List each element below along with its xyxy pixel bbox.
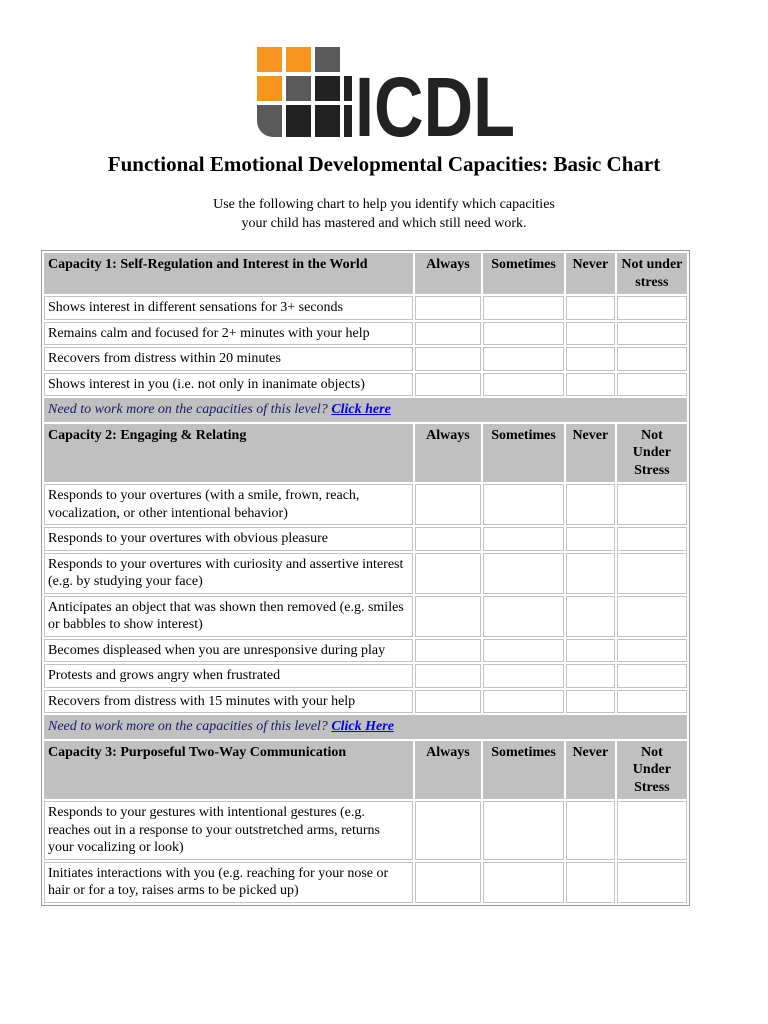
check-sometimes[interactable] xyxy=(483,527,564,551)
intro-line-1: Use the following chart to help you identify which capacities xyxy=(213,197,555,212)
check-not-under-stress[interactable] xyxy=(617,690,687,714)
column-sometimes: Sometimes xyxy=(483,253,564,294)
check-never[interactable] xyxy=(566,801,615,860)
capacity-1-click-here-link[interactable]: Click here xyxy=(331,402,391,417)
table-row xyxy=(44,322,687,346)
check-not-under-stress[interactable] xyxy=(617,639,687,663)
check-never[interactable] xyxy=(566,639,615,663)
intro-text xyxy=(0,195,768,233)
capacity-item: Recovers from distress with 15 minutes with your help xyxy=(44,690,413,714)
column-sometimes: Sometimes xyxy=(483,424,564,483)
check-always[interactable] xyxy=(415,322,482,346)
check-never[interactable] xyxy=(566,553,615,594)
logo-square-dark-4 xyxy=(315,105,340,137)
capacity-item: Responds to your gestures with intentional gestures (e.g. reaches out in a response to your outstretched arms, returns your vocalizing or look) xyxy=(44,801,413,860)
check-not-under-stress[interactable] xyxy=(617,553,687,594)
capacity-item: Shows interest in you (i.e. not only in inanimate objects) xyxy=(44,373,413,397)
check-not-under-stress[interactable] xyxy=(617,484,687,525)
check-not-under-stress[interactable] xyxy=(617,322,687,346)
logo-square-gray-1 xyxy=(315,47,340,72)
check-never[interactable] xyxy=(566,527,615,551)
check-always[interactable] xyxy=(415,664,482,688)
check-always[interactable] xyxy=(415,596,482,637)
check-always[interactable] xyxy=(415,690,482,714)
capacity-item: Becomes displeased when you are unresponsive during play xyxy=(44,639,413,663)
table-row xyxy=(44,664,687,688)
column-never: Never xyxy=(566,424,615,483)
check-sometimes[interactable] xyxy=(483,664,564,688)
table-row xyxy=(44,596,687,637)
capacity-item: Responds to your overtures (with a smile, frown, reach, vocalization, or other intentional behavior) xyxy=(44,484,413,525)
capacity-2-note xyxy=(44,715,687,739)
capacity-item: Anticipates an object that was shown then removed (e.g. smiles or babbles to show interest) xyxy=(44,596,413,637)
table-row xyxy=(44,296,687,320)
table-row xyxy=(44,347,687,371)
check-sometimes[interactable] xyxy=(483,596,564,637)
capacity-1-note-row xyxy=(44,398,687,422)
column-not-under-stress: Not under stress xyxy=(617,253,687,294)
capacity-1-note xyxy=(44,398,687,422)
check-always[interactable] xyxy=(415,484,482,525)
check-not-under-stress[interactable] xyxy=(617,664,687,688)
check-always[interactable] xyxy=(415,801,482,860)
logo-square-gray-2 xyxy=(286,76,311,101)
logo-square-dark-2 xyxy=(344,76,352,101)
check-never[interactable] xyxy=(566,322,615,346)
logo-corner-gray xyxy=(257,105,282,137)
table-row xyxy=(44,484,687,525)
check-not-under-stress[interactable] xyxy=(617,596,687,637)
page-title: Functional Emotional Developmental Capacities: Basic Chart xyxy=(107,152,661,176)
check-never[interactable] xyxy=(566,664,615,688)
check-not-under-stress[interactable] xyxy=(617,862,687,903)
check-sometimes[interactable] xyxy=(483,801,564,860)
check-sometimes[interactable] xyxy=(483,373,564,397)
column-never: Never xyxy=(566,741,615,800)
capacity-3-heading: Capacity 3: Purposeful Two-Way Communication xyxy=(44,741,413,800)
check-never[interactable] xyxy=(566,484,615,525)
logo-square-orange-1 xyxy=(257,47,282,72)
icdl-logo xyxy=(255,46,517,154)
check-always[interactable] xyxy=(415,639,482,663)
table-row xyxy=(44,690,687,714)
capacity-2-heading: Capacity 2: Engaging & Relating xyxy=(44,424,413,483)
capacity-2-note-row xyxy=(44,715,687,739)
intro-line-2: your child has mastered and which still need work. xyxy=(241,216,527,231)
capacity-item: Protests and grows angry when frustrated xyxy=(44,664,413,688)
capacity-item: Responds to your overtures with obvious pleasure xyxy=(44,527,413,551)
capacities-chart xyxy=(41,250,690,906)
check-sometimes[interactable] xyxy=(483,322,564,346)
capacity-3-header xyxy=(44,741,687,800)
column-always: Always xyxy=(415,253,482,294)
check-always[interactable] xyxy=(415,527,482,551)
check-always[interactable] xyxy=(415,347,482,371)
table-row xyxy=(44,801,687,860)
logo-square-dark-5 xyxy=(344,105,352,137)
check-not-under-stress[interactable] xyxy=(617,373,687,397)
check-always[interactable] xyxy=(415,862,482,903)
table-row xyxy=(44,373,687,397)
capacity-item: Recovers from distress within 20 minutes xyxy=(44,347,413,371)
column-always: Always xyxy=(415,741,482,800)
check-not-under-stress[interactable] xyxy=(617,801,687,860)
check-never[interactable] xyxy=(566,296,615,320)
check-not-under-stress[interactable] xyxy=(617,527,687,551)
capacity-2-click-here-link[interactable]: Click Here xyxy=(331,719,394,734)
note-text: Need to work more on the capacities of this level? xyxy=(48,719,328,734)
capacity-item: Responds to your overtures with curiosity and assertive interest (e.g. by studying your face) xyxy=(44,553,413,594)
check-not-under-stress[interactable] xyxy=(617,296,687,320)
capacity-item: Shows interest in different sensations for 3+ seconds xyxy=(44,296,413,320)
check-never[interactable] xyxy=(566,862,615,903)
check-never[interactable] xyxy=(566,347,615,371)
column-never: Never xyxy=(566,253,615,294)
logo-square-dark-3 xyxy=(286,105,311,137)
capacity-1-heading: Capacity 1: Self-Regulation and Interest in the World xyxy=(44,253,413,294)
logo-square-dark-1 xyxy=(315,76,340,101)
check-never[interactable] xyxy=(566,690,615,714)
check-always[interactable] xyxy=(415,296,482,320)
table-row xyxy=(44,639,687,663)
capacity-2-header xyxy=(44,424,687,483)
column-not-under-stress: Not Under Stress xyxy=(617,424,687,483)
table-row xyxy=(44,553,687,594)
check-always[interactable] xyxy=(415,373,482,397)
table-row xyxy=(44,862,687,903)
check-not-under-stress[interactable] xyxy=(617,347,687,371)
check-sometimes[interactable] xyxy=(483,553,564,594)
logo-wordmark: ICDL xyxy=(355,60,515,154)
logo-square-orange-2 xyxy=(286,47,311,72)
check-sometimes[interactable] xyxy=(483,862,564,903)
logo-square-orange-3 xyxy=(257,76,282,101)
check-sometimes[interactable] xyxy=(483,690,564,714)
capacity-item: Remains calm and focused for 2+ minutes with your help xyxy=(44,322,413,346)
check-never[interactable] xyxy=(566,596,615,637)
note-text: Need to work more on the capacities of this level? xyxy=(48,402,328,417)
capacity-item: Initiates interactions with you (e.g. reaching for your nose or hair or for a toy, raises arms to be picked up) xyxy=(44,862,413,903)
column-not-under-stress: Not Under Stress xyxy=(617,741,687,800)
check-sometimes[interactable] xyxy=(483,296,564,320)
check-always[interactable] xyxy=(415,553,482,594)
capacity-1-header xyxy=(44,253,687,294)
check-never[interactable] xyxy=(566,373,615,397)
table-row xyxy=(44,527,687,551)
column-sometimes: Sometimes xyxy=(483,741,564,800)
check-sometimes[interactable] xyxy=(483,347,564,371)
check-sometimes[interactable] xyxy=(483,484,564,525)
column-always: Always xyxy=(415,424,482,483)
check-sometimes[interactable] xyxy=(483,639,564,663)
